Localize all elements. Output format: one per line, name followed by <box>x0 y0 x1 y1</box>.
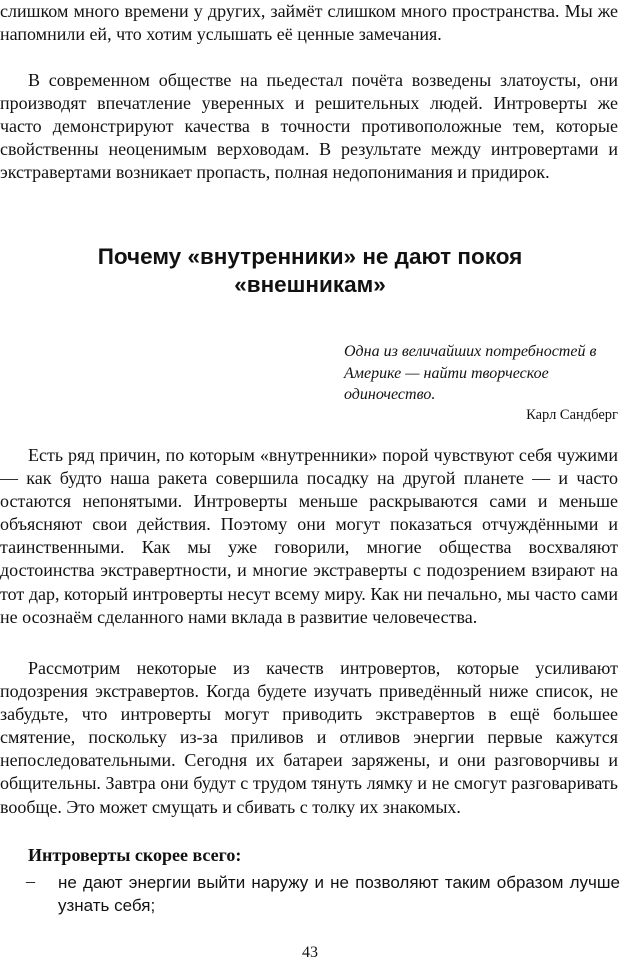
paragraph-qualities: Рассмотрим некоторые из качеств интровертов, которые усиливают подозрения экстравертов. Когда будете изучать приведённый ниже список, не забудьте, что интроверты могут приводить экстравертов в ещё большее смятение, поскольку из-за приливов и отливов энергии первые кажутся непоследовательными. Сегодня их батареи заряжены, и они разговорчивы и общительны. Завтра они будут с трудом тянуть лямку и не смогут разговаривать вообще. Это может смущать и сбивать с толку их знакомых. <box>0 658 618 817</box>
list-item: не дают энергии выйти наружу и не позволяют таким образом лучше узнать себя; <box>58 873 620 916</box>
paragraph-continuation: слишком много времени у других, займёт слишком много пространства. Мы же напомнили ей, что хотим услышать её ценные замечания. <box>0 1 618 45</box>
section-heading: Почему «внутренники» не дают покоя «внешникам» <box>97 244 523 297</box>
paragraph-orators: В современном обществе на пьедестал почёта возведены златоусты, они производят впечатление уверенных и решительных людей. Интроверты же часто демонстрируют качества в точности противоположные тем, которые свойственны неоценимым верховодам. В результате между интровертами и экстравертами возникает пропасть, полная недопонимания и придирок. <box>0 70 618 183</box>
paragraph-reasons: Есть ряд причин, по которым «внутренники» порой чувствуют себя чужими — как будто наша ракета совершила посадку на другой планете — и часто остаются непонятыми. Интроверты меньше раскрываются сами и меньше объясняют свои действия. Поэтому они могут показаться отчуждёнными и таинственными. Как мы уже говорили, многие общества восхваляют достоинства экстравертности, и многие экстраверты с подозрением взирают на тот дар, который интроверты несут всему миру. Как ни печально, мы часто сами не осознаём сделанного нами вклада в развитие человечества. <box>0 445 618 627</box>
list-item-marker: – <box>26 871 35 891</box>
epigraph-text: Одна из величайших потребностей в Америке — найти творческое одиночество. <box>344 343 597 403</box>
page-number: 43 <box>302 944 318 961</box>
list-subheading: Интроверты скорее всего: <box>28 845 242 865</box>
epigraph-author: Карл Сандберг <box>526 407 618 423</box>
